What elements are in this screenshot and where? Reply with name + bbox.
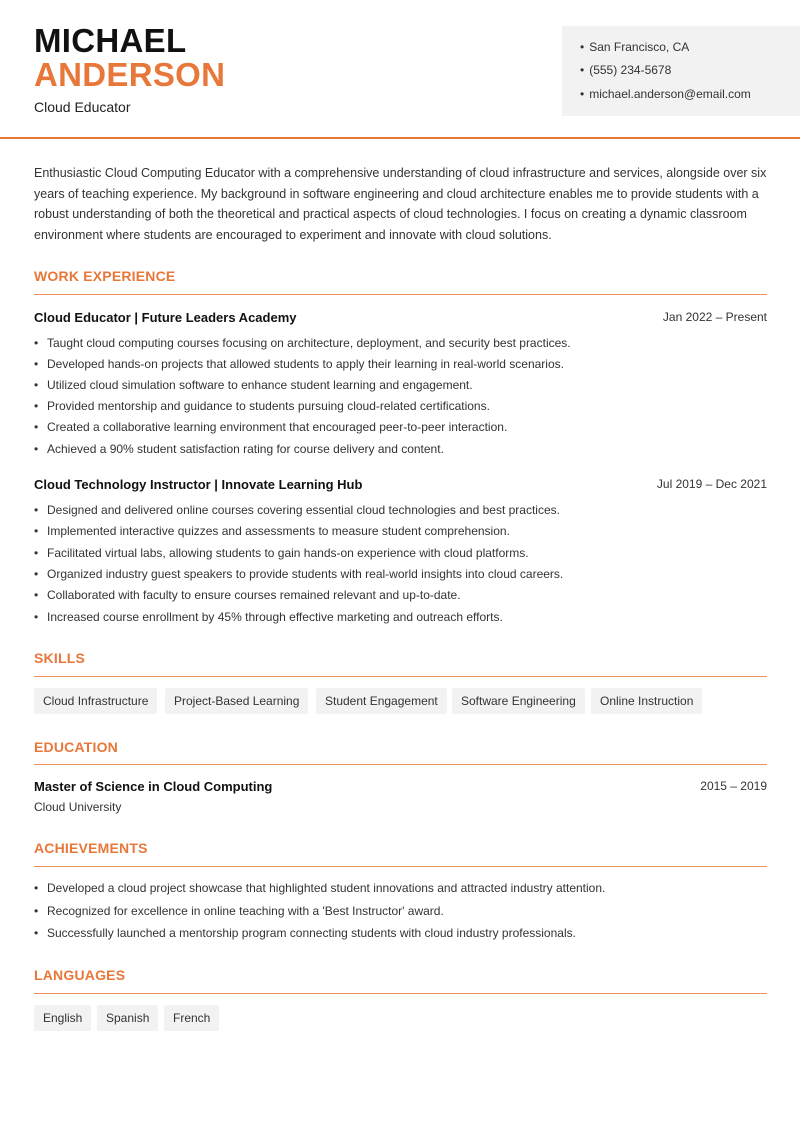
- skill-tag: Cloud Infrastructure: [34, 688, 157, 714]
- section-title-work: WORK EXPERIENCE: [34, 268, 176, 284]
- school-name: Cloud University: [34, 800, 122, 814]
- list-item: • Created a collaborative learning environment that encouraged peer-to-peer interaction.: [34, 420, 769, 434]
- job-role: Cloud Educator: [34, 99, 131, 115]
- section-title-languages: LANGUAGES: [34, 967, 126, 983]
- section-divider: [34, 676, 767, 677]
- list-item: • Organized industry guest speakers to provide students with real-world insights into cloud careers.: [34, 567, 769, 581]
- language-tag: English: [34, 1005, 91, 1031]
- list-item: • Facilitated virtual labs, allowing students to gain hands-on experience with cloud platforms.: [34, 546, 769, 560]
- language-tag: French: [164, 1005, 219, 1031]
- list-item: • Developed hands-on projects that allowed students to apply their learning in real-world scenarios.: [34, 357, 769, 371]
- list-item: • Developed a cloud project showcase that highlighted student innovations and attracted industry attention.: [34, 881, 769, 895]
- list-item: • Increased course enrollment by 45% through effective marketing and outreach efforts.: [34, 610, 769, 624]
- section-divider: [34, 866, 767, 867]
- list-item: • Utilized cloud simulation software to enhance student learning and engagement.: [34, 378, 769, 392]
- list-item: • Achieved a 90% student satisfaction rating for course delivery and content.: [34, 442, 769, 456]
- list-item: • Recognized for excellence in online teaching with a 'Best Instructor' award.: [34, 904, 769, 918]
- job-dates: Jul 2019 – Dec 2021: [656, 477, 767, 491]
- resume-header: [0, 0, 800, 139]
- skill-tag: Project-Based Learning: [165, 688, 308, 714]
- skill-tag: Software Engineering: [452, 688, 585, 714]
- section-divider: [34, 993, 767, 994]
- summary-paragraph: Enthusiastic Cloud Computing Educator with a comprehensive understanding of cloud infrastructure and services, alongside over six years of teaching experience. My background in software engineering and cloud architecture enables me to provide students with a robust understanding of both the theoretical and practical aspects of cloud technologies. I focus on creating a dynamic classroom environment where students are encouraged to experiment and innovate with cloud solutions.: [34, 166, 767, 243]
- last-name: ANDERSON: [34, 56, 226, 93]
- job-title: Cloud Educator | Future Leaders Academy: [34, 310, 297, 325]
- section-divider: [34, 294, 767, 295]
- first-name: MICHAEL: [34, 22, 187, 59]
- job-dates: Jan 2022 – Present: [662, 310, 767, 324]
- list-item: • Implemented interactive quizzes and assessments to measure student comprehension.: [34, 524, 769, 538]
- section-divider: [34, 764, 767, 765]
- list-item: • Collaborated with faculty to ensure courses remained relevant and up-to-date.: [34, 588, 769, 602]
- list-item: • Designed and delivered online courses covering essential cloud technologies and best practices.: [34, 503, 769, 517]
- skill-tag: Online Instruction: [591, 688, 702, 714]
- list-item: • Taught cloud computing courses focusing on architecture, deployment, and security best practices.: [34, 336, 769, 350]
- section-title-education: EDUCATION: [34, 739, 118, 755]
- contact-phone: • (555) 234-5678: [580, 63, 671, 77]
- section-title-skills: SKILLS: [34, 650, 85, 666]
- list-item: • Successfully launched a mentorship program connecting students with cloud industry professionals.: [34, 926, 769, 940]
- list-item: • Provided mentorship and guidance to students pursuing cloud-related certifications.: [34, 399, 769, 413]
- job-title: Cloud Technology Instructor | Innovate Learning Hub: [34, 477, 363, 492]
- education-dates: 2015 – 2019: [700, 779, 767, 793]
- degree-title: Master of Science in Cloud Computing: [34, 779, 273, 794]
- language-tag: Spanish: [97, 1005, 158, 1031]
- contact-box: [562, 26, 800, 116]
- skill-tag: Student Engagement: [316, 688, 447, 714]
- contact-location: • San Francisco, CA: [580, 40, 689, 54]
- contact-email: • michael.anderson@email.com: [580, 87, 751, 101]
- section-title-achievements: ACHIEVEMENTS: [34, 840, 148, 856]
